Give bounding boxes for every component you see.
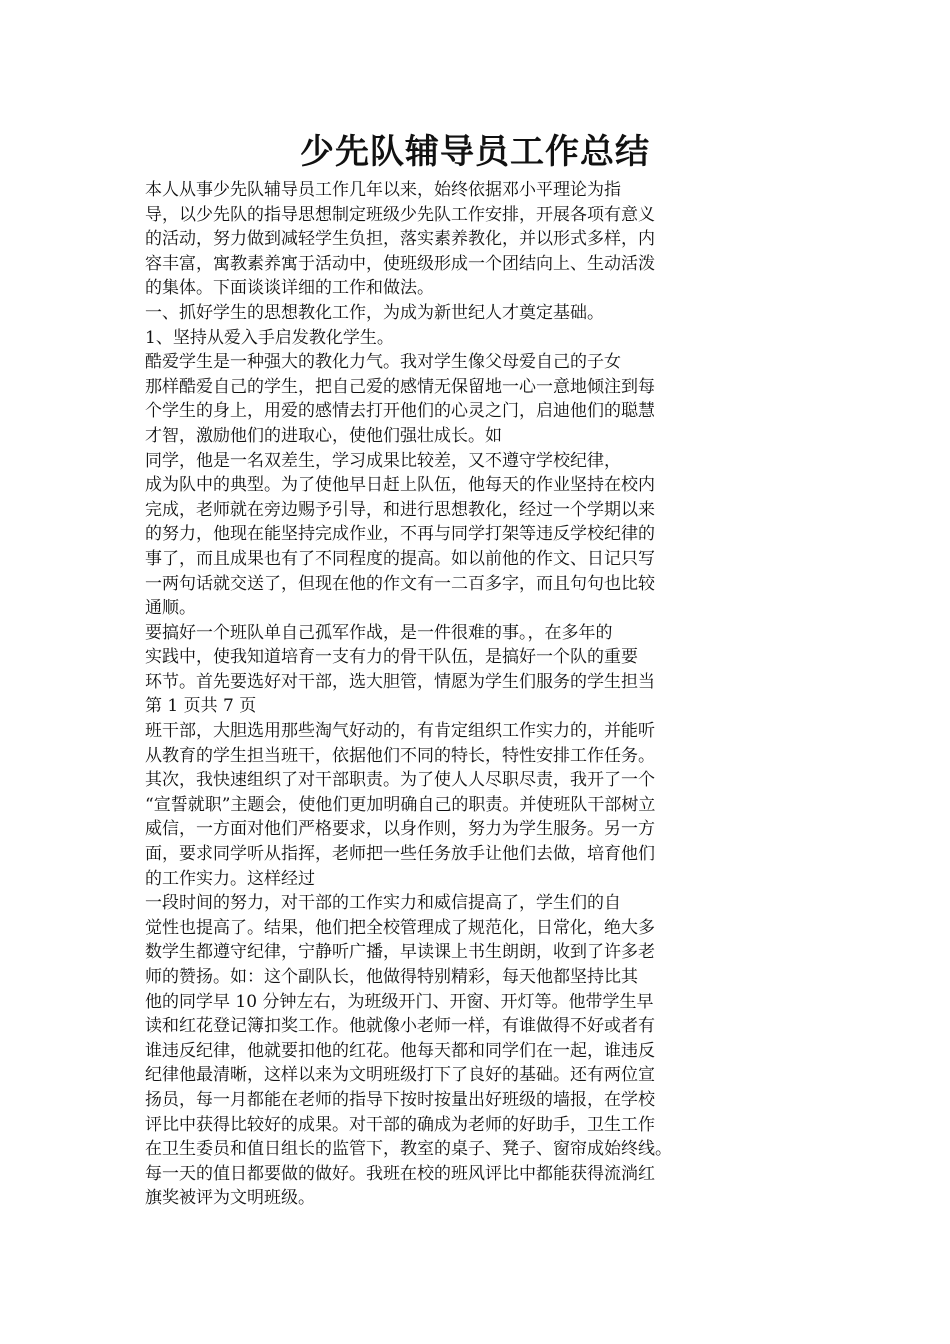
- text-line: 他的同学早 10 分钟左右，为班级开门、开窗、开灯等。他带学生早: [145, 991, 654, 1012]
- text-line: “宣誓就职”主题会，使他们更加明确自己的职责。并使班队干部树立: [145, 794, 656, 815]
- text-line: 谁违反纪律，他就要扣他的红花。他每天都和同学们在一起，谁违反: [145, 1040, 655, 1061]
- text-line: 在卫生委员和值日组长的监管下，教室的桌子、凳子、窗帘成始终线。: [145, 1139, 672, 1160]
- text-line: 其次，我快速组织了对干部职责。为了使人人尽职尽责，我开了一个: [145, 770, 655, 791]
- text-line: 事了，而且成果也有了不同程度的提高。如以前他的作文、日记只写: [145, 548, 655, 569]
- text-line: 个学生的身上，用爱的感情去打开他们的心灵之门，启迪他们的聪慧: [145, 401, 655, 422]
- text-line: 的活动，努力做到减轻学生负担，落实素养教化，并以形式多样，内: [145, 229, 655, 250]
- text-line: 通顺。: [145, 598, 196, 619]
- text-line: 读和红花登记簿扣奖工作。他就像小老师一样，有谁做得不好或者有: [145, 1016, 655, 1037]
- text-line: 每一天的值日都要做的做好。我班在校的班风评比中都能获得流淌红: [145, 1163, 655, 1184]
- text-line: 旗奖被评为文明班级。: [145, 1188, 315, 1209]
- text-line: 评比中获得比较好的成果。对干部的确成为老师的好助手，卫生工作: [145, 1114, 655, 1135]
- text-line: 师的赞扬。如：这个副队长，他做得特别精彩，每天他都坚持比其: [145, 967, 638, 987]
- text-line: 1、坚持从爱入手启发教化学生。: [145, 327, 394, 348]
- text-line: 数学生都遵守纪律，宁静听广播，早读课上书生朗朗，收到了许多老: [145, 942, 655, 963]
- text-line: 的努力，他现在能坚持完成作业，不再与同学打架等违反学校纪律的: [145, 524, 655, 545]
- text-line: 容丰富，寓教素养寓于活动中，使班级形成一个团结向上、生动活泼: [145, 253, 655, 274]
- text-line: 要搞好一个班队单自己孤军作战，是一件很难的事。，在多年的: [145, 622, 613, 643]
- text-line: 酷爱学生是一种强大的教化力气。我对学生像父母爱自己的子女: [145, 352, 621, 373]
- text-line: 的集体。下面谈谈详细的工作和做法。: [145, 278, 434, 299]
- text-line: 第 1 页共 7 页: [145, 696, 257, 717]
- text-line: 一段时间的努力，对干部的工作实力和威信提高了，学生们的自: [145, 893, 621, 914]
- text-line: 面，要求同学听从指挥，老师把一些任务放手让他们去做，培育他们: [145, 844, 655, 865]
- text-line: 才智，激励他们的进取心，使他们强壮成长。如: [145, 425, 502, 446]
- text-line: 觉性也提高了。结果，他们把全校管理成了规范化，日常化，绝大多: [145, 917, 655, 938]
- text-line: 实践中，使我知道培育一支有力的骨干队伍，是搞好一个队的重要: [145, 647, 638, 668]
- text-line: 同学，他是一名双差生，学习成果比较差，又不遵守学校纪律，: [145, 450, 621, 471]
- text-line: 一两句话就交送了，但现在他的作文有一二百多字，而且句句也比较: [145, 573, 655, 594]
- document-title: 少先队辅导员工作总结: [300, 132, 650, 172]
- text-line: 那样酷爱自己的学生，把自己爱的感情无保留地一心一意地倾注到每: [145, 376, 655, 397]
- text-line: 威信，一方面对他们严格要求，以身作则，努力为学生服务。另一方: [145, 819, 655, 840]
- text-line: 本人从事少先队辅导员工作几年以来，始终依据邓小平理论为指: [145, 180, 621, 200]
- text-line: 导，以少先队的指导思想制定班级少先队工作安排，开展各项有意义: [145, 204, 655, 225]
- text-line: 纪律他最清晰，这样以来为文明班级打下了良好的基础。还有两位宣: [145, 1065, 655, 1086]
- text-line: 环节。首先要选好对干部，选大胆管，情愿为学生们服务的学生担当: [145, 671, 655, 692]
- text-line: 成为队中的典型。为了使他早日赶上队伍，他每天的作业坚持在校内: [145, 475, 655, 496]
- document-body: [145, 178, 745, 1211]
- text-line: 一、抓好学生的思想教化工作，为成为新世纪人才奠定基础。: [145, 302, 604, 323]
- text-line: 完成，老师就在旁边赐予引导，和进行思想教化，经过一个学期以来: [145, 499, 655, 520]
- text-line: 的工作实力。这样经过: [145, 868, 315, 889]
- text-line: 扬员，每一月都能在老师的指导下按时按量出好班级的墙报，在学校: [145, 1089, 655, 1110]
- text-line: 班干部，大胆选用那些淘气好动的，有肯定组织工作实力的，并能听: [145, 721, 655, 742]
- text-line: 从教育的学生担当班干，依据他们不同的特长，特性安排工作任务。: [145, 745, 655, 766]
